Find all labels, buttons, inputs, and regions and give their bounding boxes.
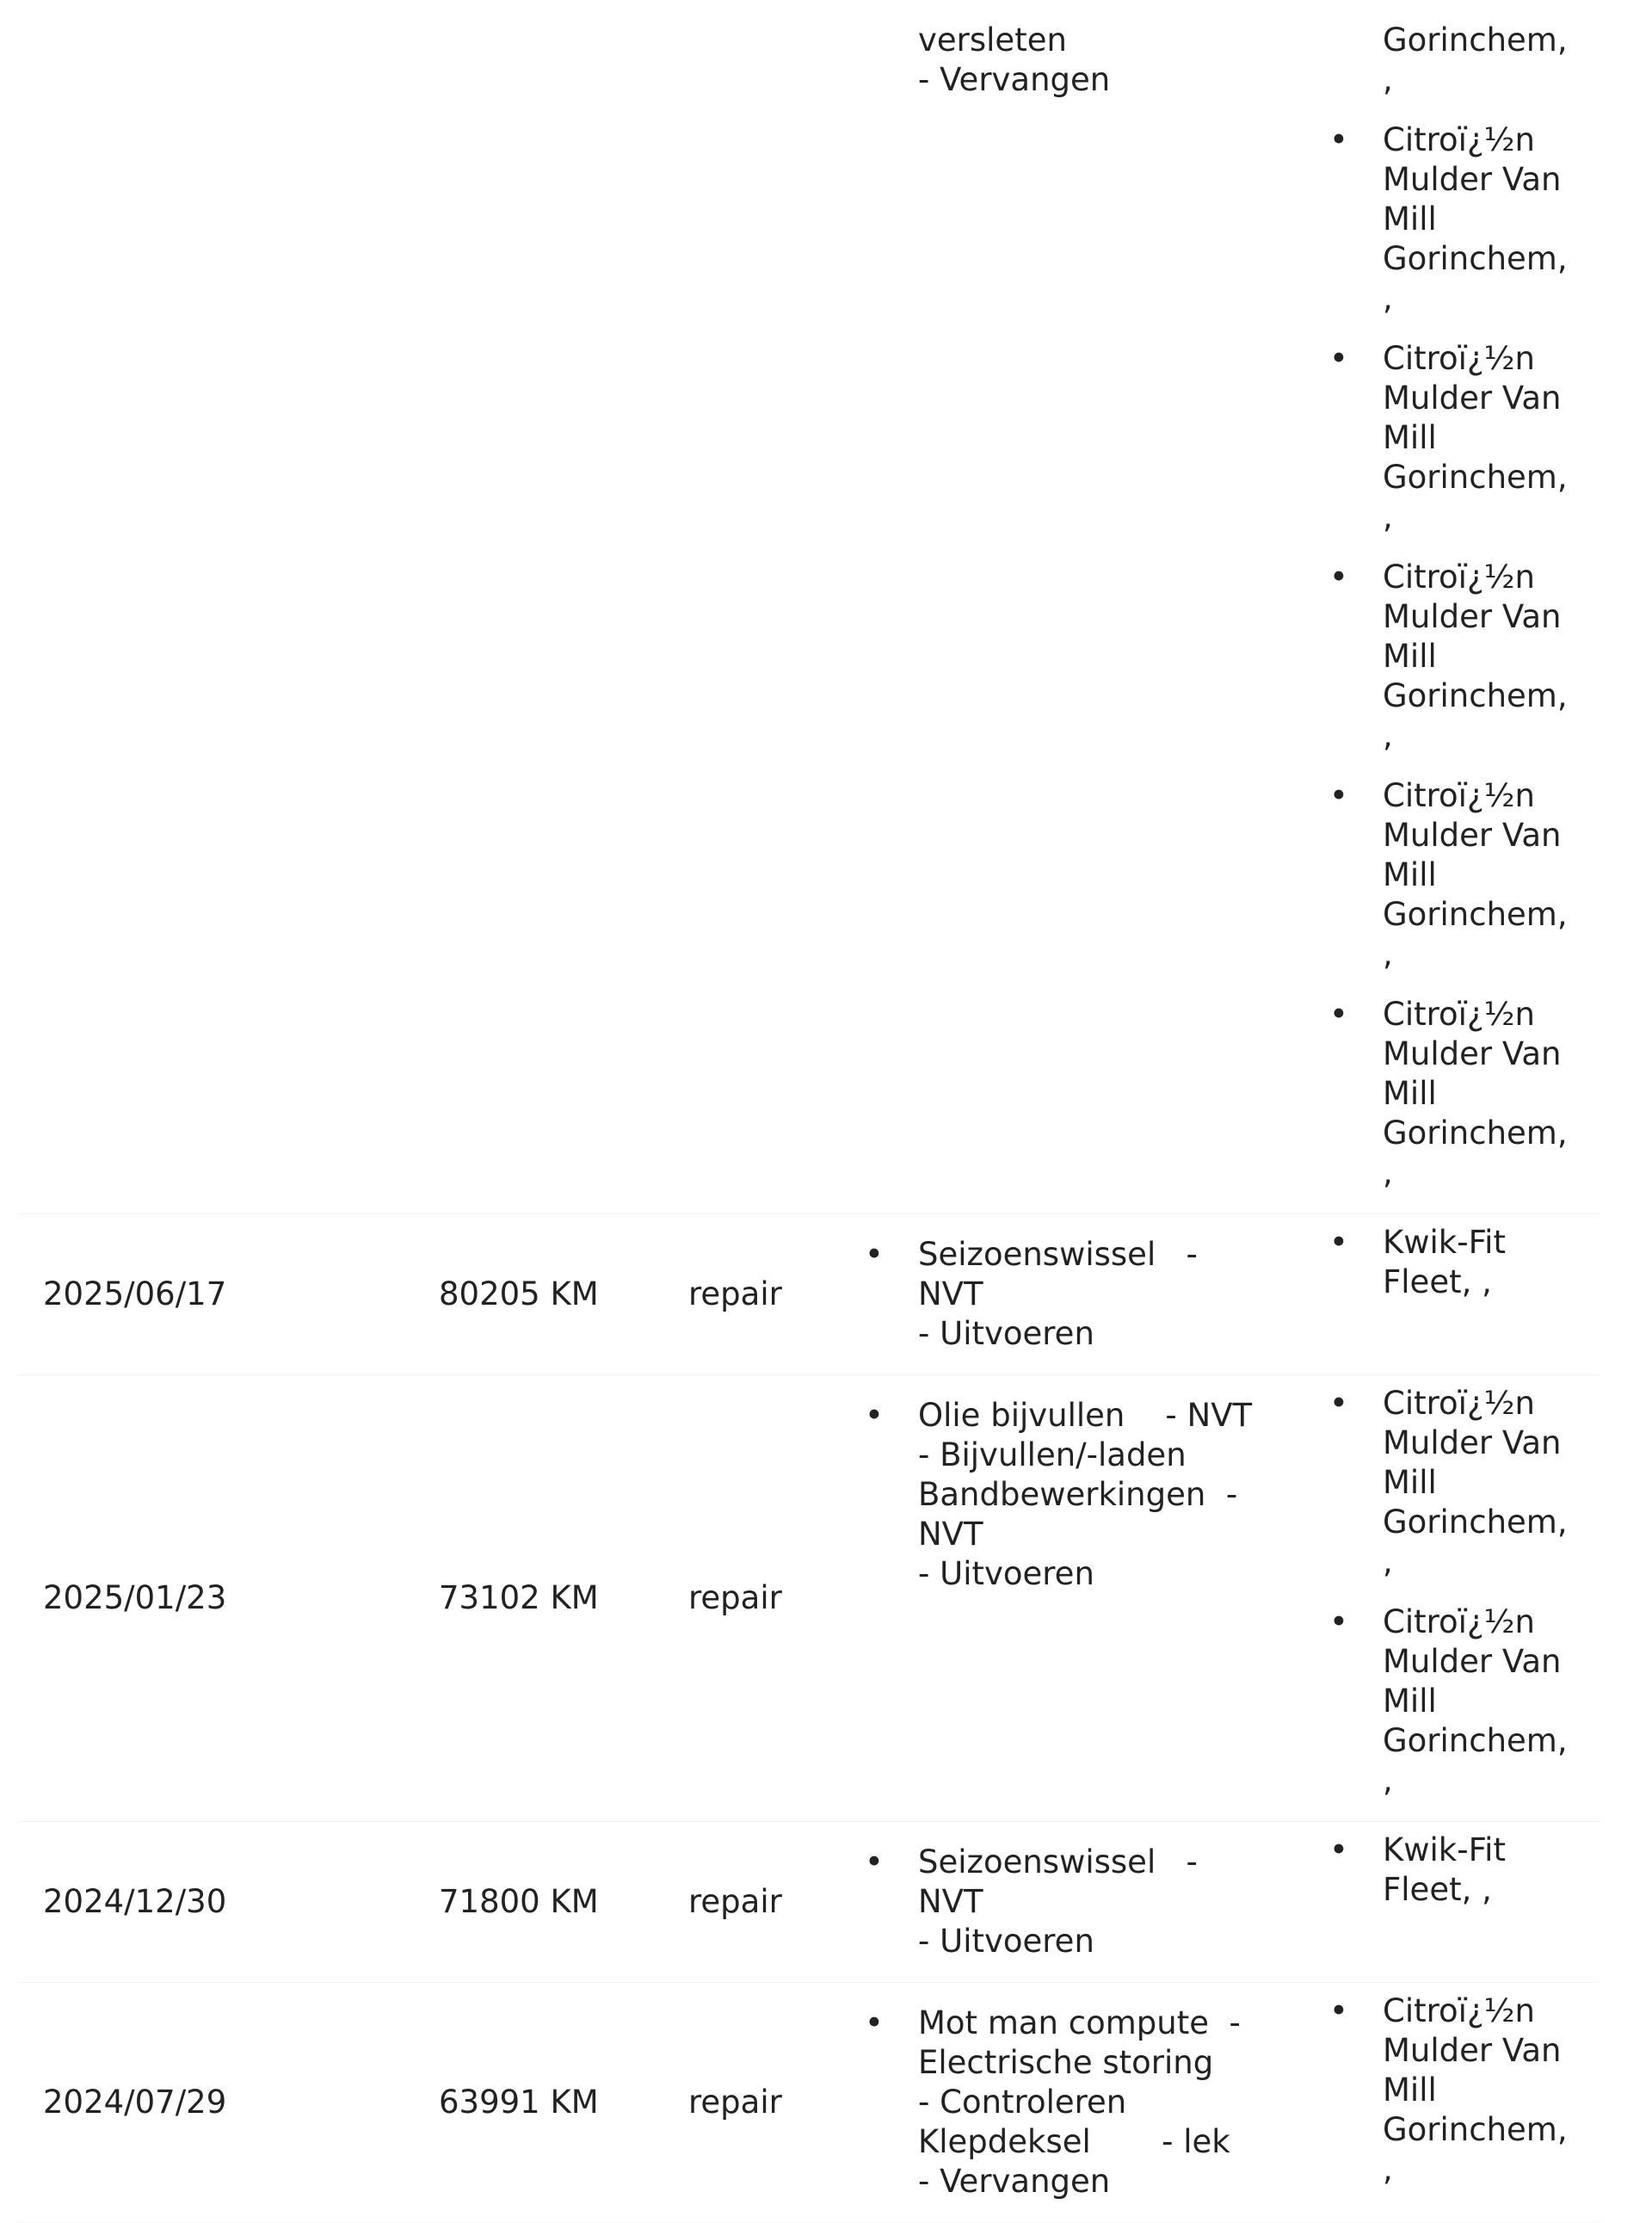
workshop-item (1329, 339, 1600, 537)
workshop-cell (1304, 0, 1600, 1214)
table-body (17, 0, 1600, 2223)
workshop-line: , (1383, 498, 1393, 535)
workshop-line: Mill (1383, 1075, 1437, 1112)
work-line: • Seizoenswissel - (918, 1843, 1198, 1880)
work-line: • Seizoenswissel - (918, 1236, 1198, 1273)
workshop-cell (1304, 1214, 1600, 1375)
table-row (17, 0, 1600, 1214)
work-line: Bandbewerkingen - (918, 1476, 1238, 1513)
work-line: NVT (918, 1275, 983, 1312)
workshop-line: • Citroï¿½n (1383, 559, 1535, 596)
mileage-cell: 80205 KM (413, 1214, 663, 1375)
work-item (865, 1396, 1304, 1594)
workshop-line: • Citroï¿½n (1383, 1385, 1535, 1422)
work-item (865, 1843, 1304, 1961)
workshop-line: Mulder Van (1383, 817, 1562, 854)
type-cell: repair (663, 1983, 839, 2223)
workshop-line: • Citroï¿½n (1383, 1992, 1535, 2029)
workshop-line: Mulder Van (1383, 1643, 1562, 1680)
workshop-line: Gorinchem, (1383, 1504, 1568, 1541)
workshop-item (1329, 21, 1600, 100)
work-line: - Controleren (918, 2084, 1127, 2121)
mileage-cell (413, 0, 663, 1214)
workshop-line: , (1383, 717, 1393, 754)
workshop-line: , (1383, 280, 1393, 317)
work-line: Klepdeksel - lek (918, 2123, 1230, 2160)
workshop-line: • Kwik-Fit (1383, 1224, 1506, 1261)
workshop-line: Mulder Van (1383, 2032, 1562, 2069)
workshop-line: , (1383, 1762, 1393, 1799)
workshop-line: Mulder Van (1383, 598, 1562, 635)
workshop-line: Mill (1383, 2072, 1437, 2109)
type-cell: repair (663, 1822, 839, 1983)
workshop-item (1329, 1223, 1600, 1302)
workshop-item (1329, 120, 1600, 318)
work-line: - Uitvoeren (918, 1923, 1094, 1960)
workshop-line: Fleet, , (1383, 1263, 1492, 1300)
workshop-item (1329, 1602, 1600, 1800)
work-line: - Uitvoeren (918, 1315, 1094, 1352)
workshop-line: Mill (1383, 638, 1437, 675)
workshop-line: Mill (1383, 1464, 1437, 1501)
work-cell (839, 1375, 1304, 1822)
work-line: - Vervangen (918, 61, 1111, 98)
work-line: NVT (918, 1516, 983, 1553)
work-cell (839, 1983, 1304, 2223)
type-cell (663, 0, 839, 1214)
workshop-line: Mulder Van (1383, 161, 1562, 198)
work-item (865, 2004, 1304, 2201)
workshop-line: Mulder Van (1383, 1424, 1562, 1461)
date-cell: 2025/06/17 (17, 1214, 413, 1375)
workshop-line: Gorinchem, (1383, 22, 1568, 59)
mileage-cell: 73102 KM (413, 1375, 663, 1822)
workshop-list (1329, 1991, 1600, 2189)
workshop-line: • Kwik-Fit (1383, 1831, 1506, 1868)
work-line: • Olie bijvullen - NVT (918, 1397, 1253, 1434)
workshop-line: , (1383, 936, 1393, 973)
work-cell (839, 1214, 1304, 1375)
workshop-line: Gorinchem, (1383, 459, 1568, 496)
workshop-line: • Citroï¿½n (1383, 1603, 1535, 1640)
mileage-cell: 71800 KM (413, 1822, 663, 1983)
type-cell: repair (663, 1214, 839, 1375)
work-line: versleten (918, 22, 1067, 59)
workshop-line: Mill (1383, 1683, 1437, 1720)
work-line: Electrische storing (918, 2044, 1214, 2081)
workshop-line: Gorinchem, (1383, 677, 1568, 714)
work-continuation (865, 21, 1304, 100)
maintenance-history-table (17, 0, 1600, 2223)
workshop-item (1329, 776, 1600, 974)
workshop-line: Gorinchem, (1383, 240, 1568, 277)
workshop-line: , (1383, 61, 1393, 98)
workshop-item (1329, 558, 1600, 756)
work-list (865, 1214, 1304, 1374)
work-list (865, 1375, 1304, 1615)
workshop-list (1329, 1384, 1600, 1800)
workshop-line: Mulder Van (1383, 1035, 1562, 1072)
workshop-cell (1304, 1375, 1600, 1822)
work-item (865, 1235, 1304, 1354)
workshop-line: Mill (1383, 201, 1437, 238)
work-line: NVT (918, 1883, 983, 1920)
workshop-line: , (1383, 2151, 1393, 2188)
table-row (17, 1375, 1600, 1822)
workshop-list (1329, 1831, 1600, 1910)
work-list (865, 1822, 1304, 1982)
type-cell: repair (663, 1375, 839, 1822)
maintenance-history-page (17, 0, 1635, 2200)
workshop-line: • Citroï¿½n (1383, 777, 1535, 814)
workshop-line: Gorinchem, (1383, 2111, 1568, 2148)
date-cell (17, 0, 413, 1214)
work-list (865, 1983, 1304, 2222)
work-line: - Uitvoeren (918, 1555, 1094, 1592)
work-line: • Mot man compute - (918, 2004, 1241, 2041)
workshop-line: • Citroï¿½n (1383, 340, 1535, 377)
date-cell: 2025/01/23 (17, 1375, 413, 1822)
workshop-line: Gorinchem, (1383, 896, 1568, 933)
workshop-line: Mulder Van (1383, 380, 1562, 417)
workshop-cell (1304, 1822, 1600, 1983)
work-cell (839, 1822, 1304, 1983)
table-row (17, 1214, 1600, 1375)
date-cell: 2024/12/30 (17, 1822, 413, 1983)
workshop-item (1329, 1991, 1600, 2189)
workshop-line: Gorinchem, (1383, 1115, 1568, 1152)
table-row (17, 1822, 1600, 1983)
workshop-item (1329, 995, 1600, 1193)
workshop-line: Mill (1383, 856, 1437, 893)
workshop-line: , (1383, 1543, 1393, 1580)
table-row (17, 1983, 1600, 2223)
workshop-line: Gorinchem, (1383, 1722, 1568, 1759)
workshop-line: • Citroï¿½n (1383, 996, 1535, 1033)
workshop-item (1329, 1831, 1600, 1910)
workshop-line: • Citroï¿½n (1383, 121, 1535, 158)
work-line: - Vervangen (918, 2163, 1111, 2200)
work-line: - Bijvullen/-laden (918, 1436, 1187, 1473)
mileage-cell: 63991 KM (413, 1983, 663, 2223)
workshop-line: , (1383, 1154, 1393, 1191)
workshop-line: Fleet, , (1383, 1871, 1492, 1908)
workshop-list (1329, 21, 1600, 1193)
work-cell (839, 0, 1304, 1214)
workshop-list (1329, 1223, 1600, 1302)
workshop-cell (1304, 1983, 1600, 2223)
date-cell: 2024/07/29 (17, 1983, 413, 2223)
workshop-line: Mill (1383, 419, 1437, 456)
workshop-item (1329, 1384, 1600, 1582)
